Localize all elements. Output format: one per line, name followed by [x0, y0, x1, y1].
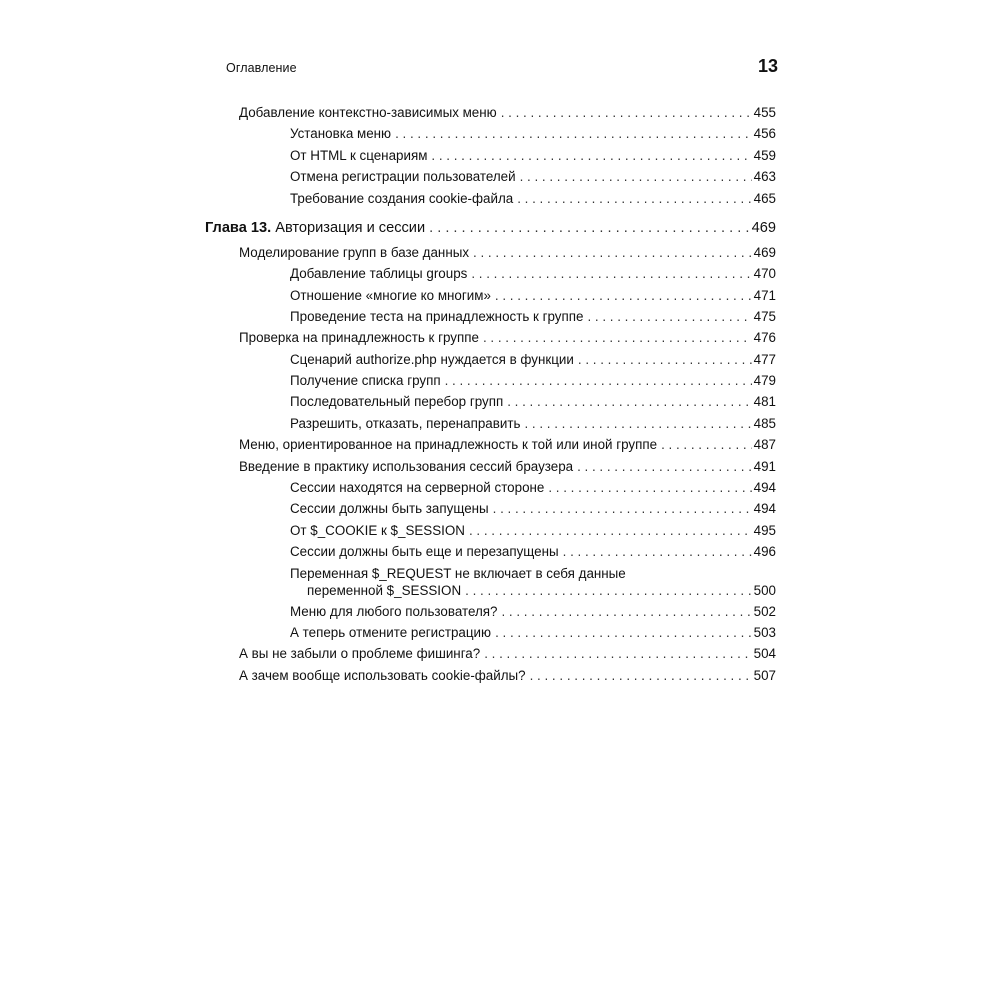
dot-leader — [577, 458, 752, 475]
dot-leader — [548, 479, 751, 496]
dot-leader — [520, 168, 752, 185]
toc-entry — [290, 265, 776, 282]
toc-entry-title: Введение в практику использования сессий браузера — [239, 459, 574, 474]
toc-entry-page: 459 — [753, 148, 776, 163]
dot-leader — [395, 125, 752, 142]
dot-leader — [587, 308, 751, 325]
toc-entry-page: 455 — [753, 105, 776, 120]
toc-entry-page: 494 — [753, 480, 776, 495]
chapter-name: Авторизация и сессии — [275, 220, 426, 236]
toc-entry-page: 503 — [753, 625, 776, 640]
dot-leader — [445, 372, 752, 389]
toc-entry-title: А теперь отмените регистрацию — [290, 625, 492, 640]
toc-entry-page: 479 — [753, 373, 776, 388]
dot-leader — [483, 329, 752, 346]
toc-entry-title-line1: Переменная $_REQUEST не включает в себя данные — [290, 566, 626, 581]
toc-entry-title: Проверка на принадлежность к группе — [239, 330, 479, 345]
toc-entry-page: 494 — [753, 501, 776, 516]
toc-entry-title: Получение списка групп — [290, 373, 441, 388]
toc-entry-page: 471 — [753, 288, 776, 303]
running-title: Оглавление — [226, 61, 297, 75]
toc-entry — [239, 667, 776, 684]
toc-entry-title: Сессии должны быть запущены — [290, 501, 489, 516]
toc-entry — [290, 125, 776, 142]
dot-leader — [465, 582, 752, 599]
toc-entry-page: 470 — [753, 266, 776, 281]
toc-entry — [290, 287, 776, 304]
toc-entry-page: 477 — [753, 352, 776, 367]
toc-entry-title: Моделирование групп в базе данных — [239, 245, 470, 260]
toc-entry — [290, 415, 776, 432]
dot-leader — [524, 415, 751, 432]
dot-leader — [471, 265, 751, 282]
toc-entry-title: Меню, ориентированное на принадлежность к той или иной группе — [239, 437, 658, 452]
toc-entry — [290, 393, 776, 410]
toc-entry-page: 502 — [753, 604, 776, 619]
toc-entry-page: 476 — [753, 330, 776, 345]
dot-leader — [473, 244, 752, 261]
toc-entry-page: 463 — [753, 169, 776, 184]
dot-leader — [469, 522, 752, 539]
toc-entry-page: 496 — [753, 544, 776, 559]
toc-chapter-heading — [205, 220, 776, 237]
toc-entry-page: 491 — [753, 459, 776, 474]
toc-entry-page: 456 — [753, 126, 776, 141]
dot-leader — [431, 147, 751, 164]
dot-leader — [429, 220, 750, 237]
toc-chapter-title — [205, 220, 425, 237]
toc-entry — [290, 308, 776, 325]
toc-entry — [239, 645, 776, 662]
dot-leader — [484, 645, 751, 662]
dot-leader — [563, 543, 752, 560]
toc-entry-title: Отмена регистрации пользователей — [290, 169, 516, 184]
toc-entry — [239, 436, 776, 453]
toc-entry-page: 487 — [753, 437, 776, 452]
toc-entry-title: Добавление контекстно-зависимых меню — [239, 105, 497, 120]
toc-entry — [239, 458, 776, 475]
toc-entry-title: Сессии должны быть еще и перезапущены — [290, 544, 559, 559]
toc-entry-page: 500 — [753, 583, 776, 598]
toc-entry-page: 465 — [753, 191, 776, 206]
chapter-label: Глава 13. — [205, 220, 272, 236]
dot-leader — [501, 603, 751, 620]
toc-entry-title-line2-row — [290, 582, 776, 599]
toc-entry-page: 469 — [751, 220, 776, 236]
toc-entry-title: Установка меню — [290, 126, 392, 141]
toc-entry — [239, 329, 776, 346]
toc-entry — [290, 500, 776, 517]
toc-entry — [239, 244, 776, 261]
toc-entry-title: Меню для любого пользователя? — [290, 604, 498, 619]
toc-entry-title: А зачем вообще использовать cookie-файлы? — [239, 668, 526, 683]
toc-entry-title: Проведение теста на принадлежность к группе — [290, 309, 584, 324]
dot-leader — [507, 393, 751, 410]
toc-entry — [290, 479, 776, 496]
toc-entry-title: От $_COOKIE к $_SESSION — [290, 523, 465, 538]
toc-entry-page: 475 — [753, 309, 776, 324]
dot-leader — [495, 624, 752, 641]
toc-entry-title: Требование создания cookie-файла — [290, 191, 514, 206]
toc-entry — [290, 603, 776, 620]
toc-entry — [290, 351, 776, 368]
toc-entry-title: От HTML к сценариям — [290, 148, 428, 163]
toc-entry — [290, 168, 776, 185]
toc-entry-page: 485 — [753, 416, 776, 431]
dot-leader — [493, 500, 752, 517]
toc-entry-title: Разрешить, отказать, перенаправить — [290, 416, 521, 431]
toc-entry-title: Добавление таблицы groups — [290, 266, 468, 281]
toc-entry-title: Отношение «многие ко многим» — [290, 288, 491, 303]
toc-entry-page: 507 — [753, 668, 776, 683]
dot-leader — [661, 436, 752, 453]
dot-leader — [501, 104, 752, 121]
toc-entry — [290, 147, 776, 164]
toc-entry — [290, 624, 776, 641]
dot-leader — [530, 667, 752, 684]
dot-leader — [495, 287, 752, 304]
toc-entry — [290, 190, 776, 207]
toc-entry — [239, 104, 776, 121]
toc-entry-page: 469 — [753, 245, 776, 260]
dot-leader — [578, 351, 752, 368]
toc-entry-page: 495 — [753, 523, 776, 538]
dot-leader — [517, 190, 751, 207]
toc-entry-page: 504 — [753, 646, 776, 661]
toc-entry-title: Сессии находятся на серверной стороне — [290, 480, 545, 495]
toc-entry-title: Последовательный перебор групп — [290, 394, 504, 409]
toc-entry — [290, 522, 776, 539]
toc-entry — [290, 372, 776, 389]
toc-entry-title-line2: переменной $_SESSION — [307, 583, 462, 598]
toc-entry-title: А вы не забыли о проблеме фишинга? — [239, 646, 481, 661]
toc-entry-multiline — [290, 565, 776, 599]
toc-entry-page: 481 — [753, 394, 776, 409]
page-number: 13 — [757, 56, 778, 76]
toc-entry — [290, 543, 776, 560]
toc-entry-title: Сценарий authorize.php нуждается в функции — [290, 352, 574, 367]
